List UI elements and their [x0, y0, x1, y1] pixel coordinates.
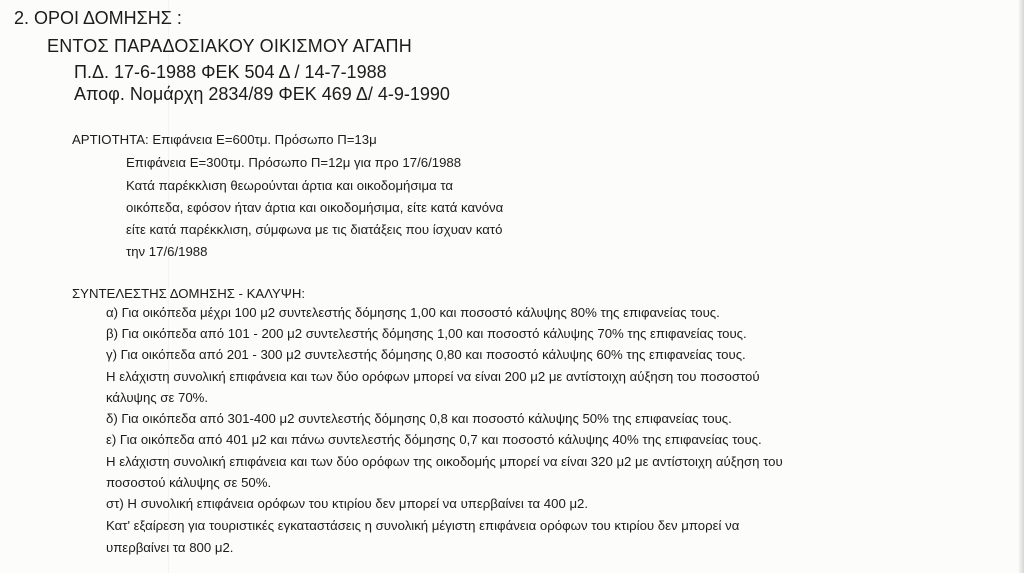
coefficient-line-e: ε) Για οικόπεδα από 401 μ2 και πάνω συντελεστής δόμησης 0,7 και ποσοστό κάλυψης 40% της επιφανείας τους.	[106, 432, 762, 447]
coefficient-note-c-2: κάλυψης σε 70%.	[106, 390, 209, 405]
coefficient-line-a: α) Για οικόπεδα μέχρι 100 μ2 συντελεστής δόμησης 1,00 και ποσοστό κάλυψης 80% της επιφανείας τους.	[106, 305, 720, 320]
artiotita-line-2: Επιφάνεια Ε=300τμ. Πρόσωπο Π=12μ για προ 17/6/1988	[126, 155, 462, 170]
artiotita-line-1: ΑΡΤΙΟΤΗΤΑ: Επιφάνεια Ε=600τμ. Πρόσωπο Π=13μ	[72, 132, 377, 147]
coefficient-note-e-2: ποσοστού κάλυψης σε 50%.	[106, 475, 272, 490]
artiotita-line-4: οικόπεδα, εφόσον ήταν άρτια και οικοδομήσιμα, είτε κατά κανόνα	[126, 200, 504, 215]
coefficient-note-e-1: Η ελάχιστη συνολική επιφάνεια και των δύο ορόφων της οικοδομής μπορεί να είναι 320 μ2 με αντίστοιχη αύξηση του	[106, 454, 783, 469]
section-title: 2. ΟΡΟΙ ΔΟΜΗΣΗΣ :	[14, 8, 182, 28]
artiotita-line-5: είτε κατά παρέκκλιση, σύμφωνα με τις διατάξεις που ίσχυαν κατό	[126, 222, 503, 237]
decree-line-2: Αποφ. Νομάρχη 2834/89 ΦΕΚ 469 Δ/ 4-9-1990	[74, 84, 450, 104]
scan-edge-shadow	[1018, 0, 1024, 573]
artiotita-line-6: την 17/6/1988	[126, 244, 208, 259]
coefficient-line-f: στ) Η συνολική επιφάνεια ορόφων του κτιρίου δεν μπορεί να υπερβαίνει τα 400 μ2.	[106, 496, 589, 511]
coefficient-note-f-1: Κατ' εξαίρεση για τουριστικές εγκαταστάσεις η συνολική μέγιστη επιφάνεια ορόφων του κτιρίου δεν μπορεί να	[106, 518, 740, 533]
coefficient-note-c-1: Η ελάχιστη συνολική επιφάνεια και των δύο ορόφων μπορεί να είναι 200 μ2 με αντίστοιχη αύξηση του ποσοστού	[106, 369, 760, 384]
decree-line-1: Π.Δ. 17-6-1988 ΦΕΚ 504 Δ / 14-7-1988	[74, 62, 387, 82]
coefficient-note-f-2: υπερβαίνει τα 800 μ2.	[106, 540, 234, 555]
coefficient-line-b: β) Για οικόπεδα από 101 - 200 μ2 συντελεστής δόμησης 1,00 και ποσοστό κάλυψης 70% της επιφανείας τους.	[106, 326, 747, 341]
coefficient-line-c: γ) Για οικόπεδα από 201 - 300 μ2 συντελεστής δόμησης 0,80 και ποσοστό κάλυψης 60% της επιφανείας τους.	[106, 347, 746, 362]
coefficient-line-d: δ) Για οικόπεδα από 301-400 μ2 συντελεστής δόμησης 0,8 και ποσοστό κάλυψης 50% της επιφανείας τους.	[106, 411, 732, 426]
settlement-heading: ΕΝΤΟΣ ΠΑΡΑΔΟΣΙΑΚΟΥ ΟΙΚΙΣΜΟΥ ΑΓΑΠΗ	[47, 36, 412, 56]
artiotita-line-3: Κατά παρέκκλιση θεωρούνται άρτια και οικοδομήσιμα τα	[126, 178, 453, 193]
coefficients-title: ΣΥΝΤΕΛΕΣΤΗΣ ΔΟΜΗΣΗΣ - ΚΑΛΥΨΗ:	[72, 286, 306, 301]
